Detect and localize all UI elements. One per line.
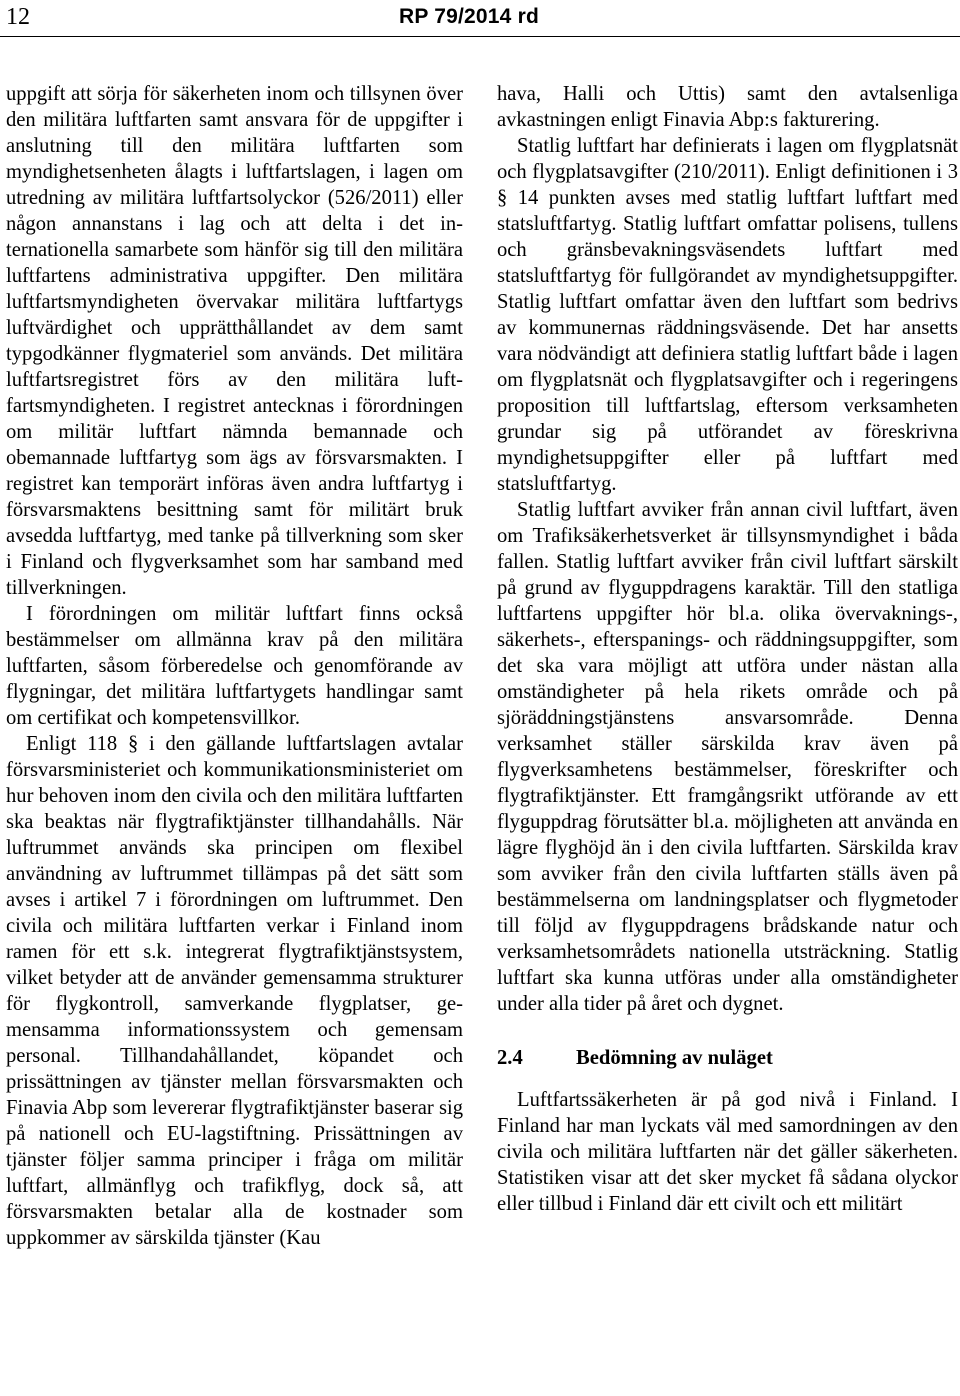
paragraph: uppgift att sörja för säkerheten inom och tillsynen över den militära luftfarten samt ansvara för de uppgifter i anslutning till den militära luftfarten som myndighetsenheten ålagts i luftfartslagen, i lagen om utredning av militära luftfartsolyckor (526/2011) eller någon annanstans i lag och att delta i det internationella samarbete som hänför sig till den militära luftfartens administrativa uppgifter. Den militära luftfartsmyndigheten övervakar militära luftfartygs luftvärdighet och upprätthållandet av dem samt typgodkänner flygmateriel som används. Det militära luftfartsregistret förs av den militära luftfartsmyndigheten. I registret antecknas i förordningen om militär luftfart nämnda bemannade och obemannade luftfartyg som ägs av försvarsmakten. I registret kan temporärt införas även andra luftfartyg i försvarsmaktens besittning samt för militärt bruk avsedda luftfartyg, med tanke på tillverkning som sker i Finland och flygverksamhet som har samband med tillverkningen. [6,83,463,599]
header-rule [0,36,960,37]
left-column [6,81,463,1251]
paragraph: I förordningen om militär luftfart finns också bestämmelser om allmänna krav på den militära luftfarten, såsom förberedelse och genomförande av flygningar, det militära luftfartygets handlingar samt om certifikat och kompetensvillkor. [6,603,463,729]
section-heading [497,1045,958,1071]
document-reference: RP 79/2014 rd [399,5,539,28]
page-number: 12 [6,4,30,30]
paragraph: Statlig luftfart har definierats i lagen om flygplatsnät och flygplatsavgifter (210/2011). Enligt definitionen i 3 § 14 punkten avses med statlig luftfart luftfart med statsluftfartyg. Statlig luftfart omfattar polisens, tullens och gränsbevakningsväsendets luftfart med statsluftfartyg för fullgörandet av myndighetsuppgifter. Statlig luftfart omfattar även den luftfart som bedrivs av kommunernas räddningsväsende. Det har ansetts vara nödvändigt att definiera statlig luftfart både i lagen om flygplatsnät och flygplatsavgifter och i regeringens proposition till luftfartslag, eftersom verksamheten grundar sig på utförandet av föreskrivna myndighetsuppgifter eller på luftfart med statsluftfartyg. [497,135,958,495]
section-number: 2.4 [497,1047,523,1069]
paragraph: hava, Halli och Uttis) samt den avtalsenliga avkastningen enligt Finavia Abp:s fakturering. [497,83,958,131]
section-title: Bedömning av nuläget [576,1047,773,1069]
page-header [0,0,960,38]
right-column [497,81,958,1217]
paragraph: Luftfartssäkerheten är på god nivå i Finland. I Finland har man lyckats väl med samordningen av den civila och militära luftfarten när det gäller säkerheten. Statistiken visar att det sker mycket få sådana olyckor eller tillbud i Finland där ett civilt och ett militärt [497,1089,958,1215]
paragraph: Statlig luftfart avviker från annan civil luftfart, även om Trafiksäkerhetsverket är tillsynsmyndighet i båda fallen. Statlig luftfart avviker från civil luftfart särskilt på grund av flyguppdragens karaktär. Till den statliga luftfartens uppgifter hör bl.a. olika övervaknings-, säkerhets-, efterspanings- och räddningsuppgifter, som det ska vara möjligt att utföra under nästan alla omständigheter på hela rikets område och på sjöräddningstjänstens ansvarsområde. Denna verksamhet ställer särskilda krav även på flygverksamhetens bestämmelser, föreskrifter och flygtrafiktjänster. Ett framgångsrikt utförande av ett flyguppdrag förutsätter bl.a. möjligheten att använda en lägre flyghöjd än i den civila luftfarten. Särskilda krav som avviker från den civila luftfarten ställs även på bestämmelserna om landningsplatser och flygmetoder till följd av flyguppdragens brådskande natur och verksamhetsområdets nationella utsträckning. Statlig luftfart ska kunna utföras under alla omständigheter under alla tider på året och dygnet. [497,499,958,1015]
paragraph: Enligt 118 § i den gällande luftfartslagen avtalar försvarsministeriet och kommunikationsministeriet om hur behoven inom den civila och den militära luftfarten ska beaktas när flygtrafiktjänster tillhandahålls. När luftrummet används ska principen om flexibel användning av luftrummet tillämpas på det sätt som avses i artikel 7 i förordningen om luftrummet. Den civila och militära luftfarten verkar i Finland inom ramen för ett s.k. integrerat flygtrafiktjänstsystem, vilket betyder att de använder gemensamma strukturer för flygkontroll, samverkande flygplatser, gemensamma informationssystem och gemensam personal. Tillhandahållandet, köpandet och prissättningen av tjänster mellan försvarsmakten och Finavia Abp som levererar flygtrafiktjänster baserar sig på nationell och EU-lagstiftning. Prissättningen av tjänster följer samma principer i fråga om militär luftfart, allmänflyg och trafikflyg, dock så, att försvarsmakten betalar alla de kostnader som uppkommer av särskilda tjänster (Kau [6,733,463,1249]
